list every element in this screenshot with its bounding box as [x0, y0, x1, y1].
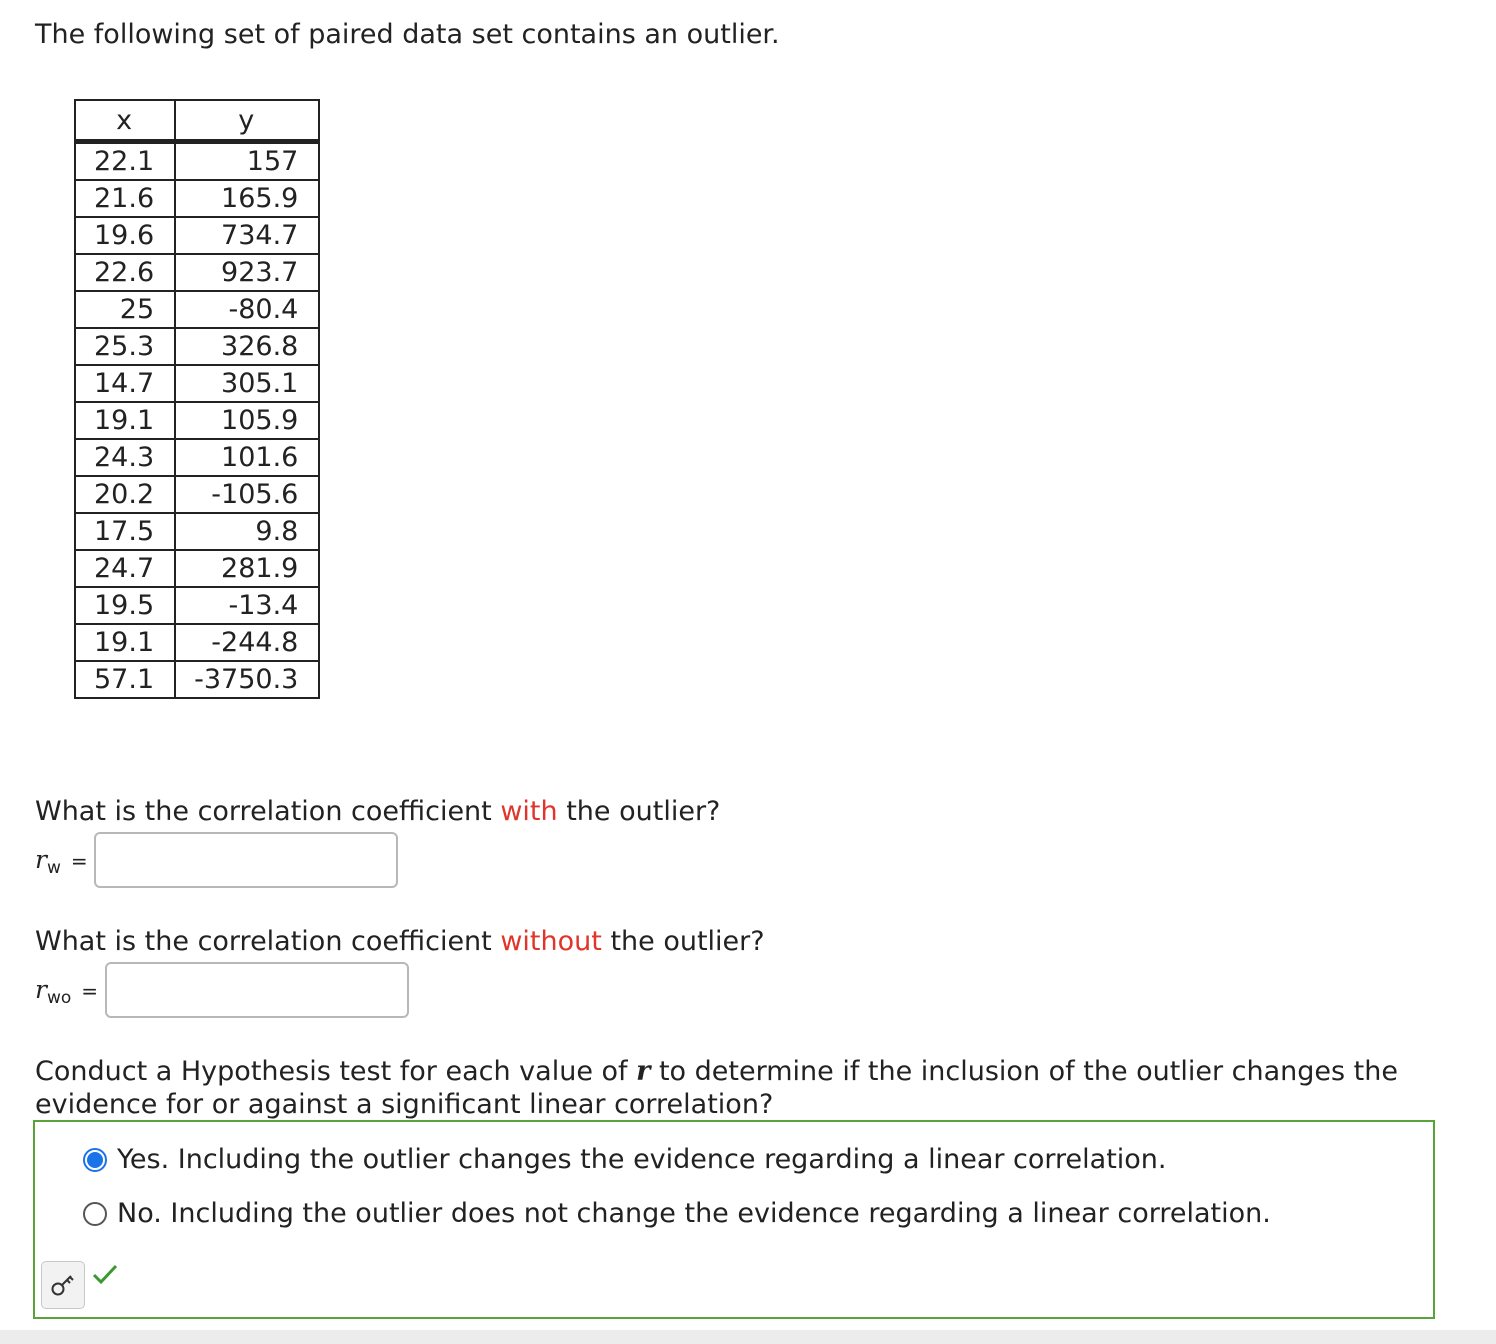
y-cell: 734.7 — [175, 217, 319, 254]
r-subscript: wo — [46, 988, 72, 1008]
y-cell: 157 — [175, 142, 319, 181]
question-highlight: with — [500, 796, 558, 827]
question-text: the outlier? — [601, 926, 765, 957]
option-no[interactable] — [83, 1198, 1271, 1229]
option-yes-label: Yes. Including the outlier changes the evidence regarding a linear correlation. — [117, 1144, 1167, 1175]
hypothesis-text: to determine if the inclusion of the outlier changes the evidence for or against a significant linear correlation? — [35, 1056, 1398, 1120]
table-row — [75, 142, 319, 181]
key-button[interactable] — [41, 1261, 85, 1309]
x-cell: 57.1 — [75, 661, 175, 698]
question-text: the outlier? — [557, 796, 721, 827]
key-icon — [50, 1272, 76, 1298]
x-cell: 19.1 — [75, 624, 175, 661]
x-cell: 25 — [75, 291, 175, 328]
r-symbol: r — [35, 845, 47, 874]
x-cell: 17.5 — [75, 513, 175, 550]
option-yes[interactable] — [83, 1144, 1167, 1175]
r-without-input[interactable] — [105, 962, 409, 1018]
radio-yes[interactable] — [83, 1148, 107, 1172]
table-row — [75, 439, 319, 476]
y-cell: 305.1 — [175, 365, 319, 402]
y-cell: -3750.3 — [175, 661, 319, 698]
question-without-outlier — [35, 924, 765, 960]
x-cell: 14.7 — [75, 365, 175, 402]
table-row — [75, 328, 319, 365]
r-symbol: r — [636, 1056, 651, 1087]
y-cell: 923.7 — [175, 254, 319, 291]
header-x: x — [75, 100, 175, 142]
table-row — [75, 661, 319, 698]
r-without-label — [35, 975, 98, 1008]
r-subscript: w — [46, 858, 61, 878]
y-cell: 101.6 — [175, 439, 319, 476]
x-cell: 22.1 — [75, 142, 175, 181]
table-row — [75, 180, 319, 217]
y-cell: 165.9 — [175, 180, 319, 217]
question-with-outlier — [35, 794, 720, 830]
table-row — [75, 217, 319, 254]
question-text: What is the correlation coefficient — [35, 796, 501, 827]
data-table — [74, 99, 320, 699]
table-row — [75, 365, 319, 402]
header-y: y — [175, 100, 319, 142]
y-cell: 326.8 — [175, 328, 319, 365]
r-symbol: r — [35, 975, 47, 1004]
table-row — [75, 550, 319, 587]
r-with-input[interactable] — [94, 832, 398, 888]
y-cell: -105.6 — [175, 476, 319, 513]
checkmark-icon — [91, 1262, 119, 1286]
table-row — [75, 624, 319, 661]
hypothesis-question — [35, 1055, 1455, 1121]
y-cell: 281.9 — [175, 550, 319, 587]
table-row — [75, 291, 319, 328]
intro-text: The following set of paired data set contains an outlier. — [35, 19, 780, 50]
r-with-label — [35, 845, 88, 878]
x-cell: 24.7 — [75, 550, 175, 587]
y-cell: 9.8 — [175, 513, 319, 550]
x-cell: 22.6 — [75, 254, 175, 291]
y-cell: -244.8 — [175, 624, 319, 661]
x-cell: 25.3 — [75, 328, 175, 365]
x-cell: 21.6 — [75, 180, 175, 217]
equals-sign: = — [81, 979, 99, 1003]
x-cell: 24.3 — [75, 439, 175, 476]
table-header-row — [75, 100, 319, 142]
x-cell: 19.1 — [75, 402, 175, 439]
question-highlight: without — [500, 926, 602, 957]
x-cell: 20.2 — [75, 476, 175, 513]
y-cell: 105.9 — [175, 402, 319, 439]
table-row — [75, 476, 319, 513]
y-cell: -13.4 — [175, 587, 319, 624]
bottom-strip — [0, 1330, 1496, 1344]
question-text: What is the correlation coefficient — [35, 926, 501, 957]
y-cell: -80.4 — [175, 291, 319, 328]
answer-choices-box — [33, 1120, 1435, 1319]
hypothesis-text: Conduct a Hypothesis test for each value of — [35, 1056, 637, 1087]
option-no-label: No. Including the outlier does not change the evidence regarding a linear correlation. — [117, 1198, 1271, 1229]
table-row — [75, 254, 319, 291]
equals-sign: = — [70, 849, 88, 873]
table-row — [75, 513, 319, 550]
x-cell: 19.6 — [75, 217, 175, 254]
x-cell: 19.5 — [75, 587, 175, 624]
table-row — [75, 402, 319, 439]
table-row — [75, 587, 319, 624]
radio-no[interactable] — [83, 1202, 107, 1226]
